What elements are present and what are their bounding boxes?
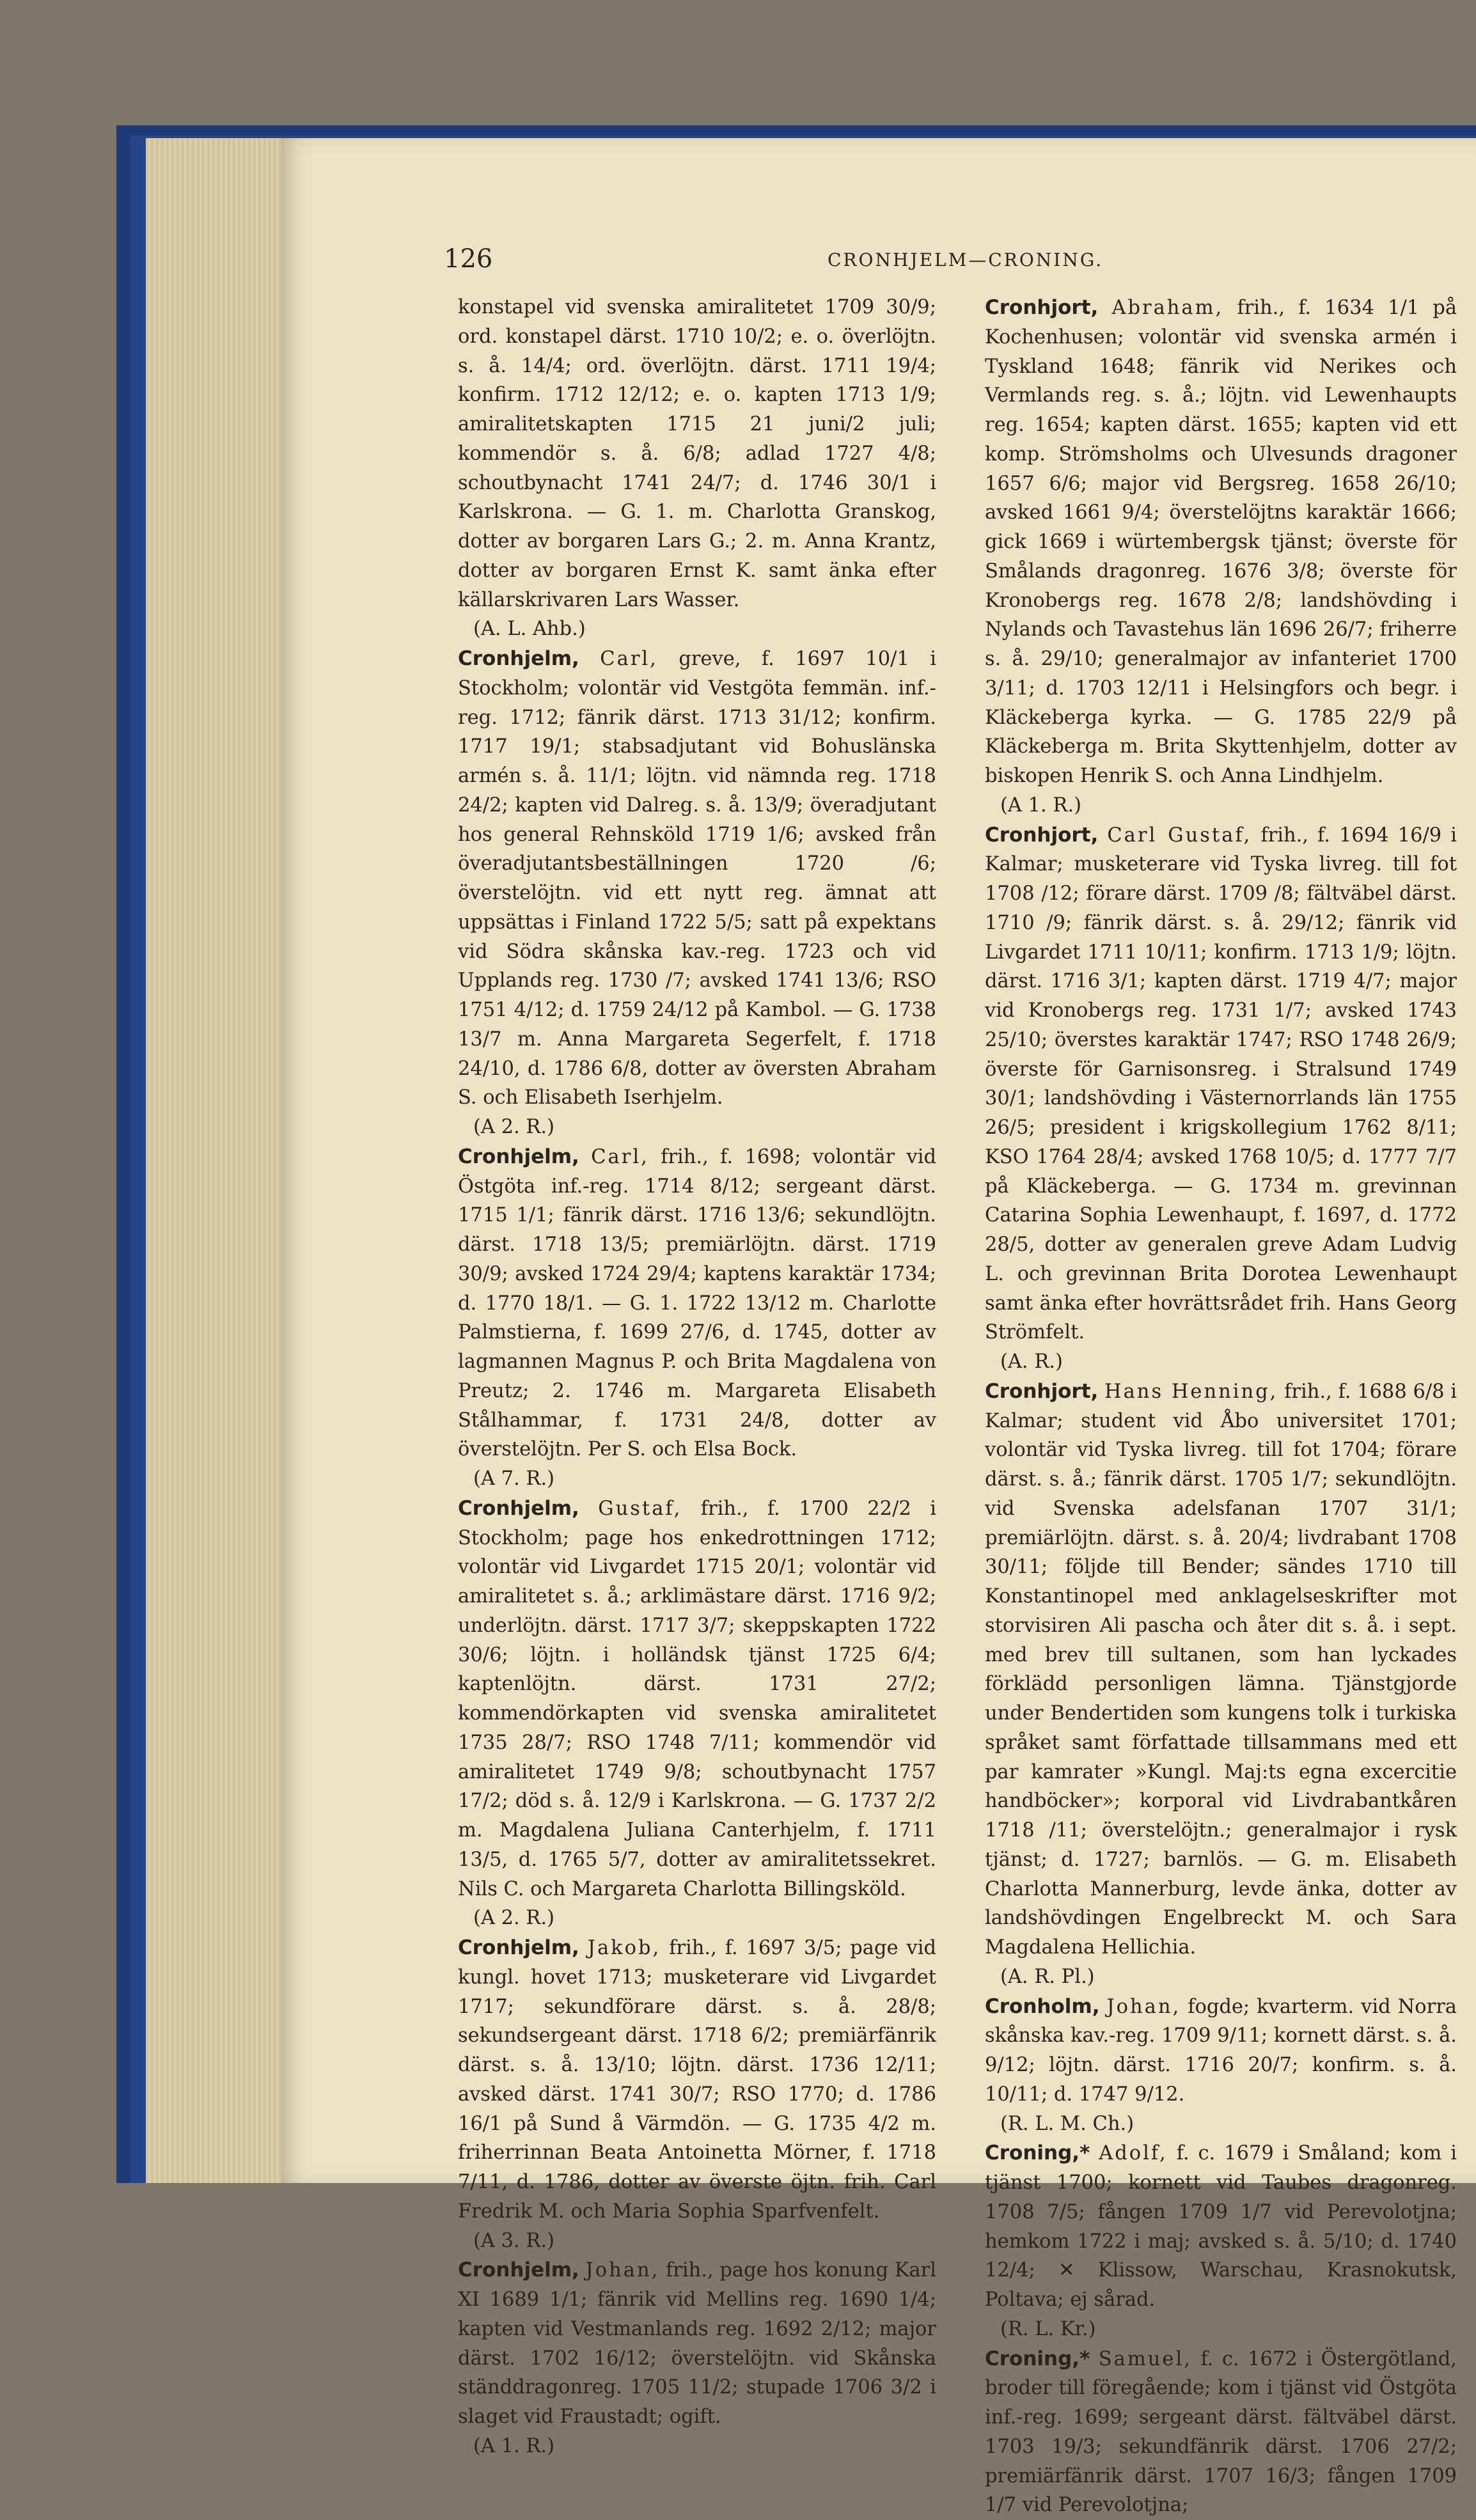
entry-name: Cronhjort,	[985, 1380, 1098, 1403]
right-column	[985, 293, 1476, 2520]
entry-given-name: Adolf,	[1099, 2142, 1168, 2164]
entry-text: frih., f. 1698; volontär vid Östgöta inf.-reg. 1714 8/12; sergeant därst. 1715 1/1; fänrik därst. 1716 13/6; sekundlöjtn. därst. 1718 13/5; premiärlöjtn. därst. 1719 30/9; avsked 1724 29/4; kaptens karaktär 1734; d. 1770 18/1. — G. 1. 1722 13/12 m. Charlotte Palmstierna, f. 1699 27/6, d. 1745, dotter av lagmannen Magnus P. och Brita Magdalena von Preutz; 2. 1746 m. Margareta Elisabeth Stålhammar, f. 1731 24/8, dotter av överstelöjtn. Per S. och Elsa Bock.	[458, 1146, 936, 1461]
entry-given-name: Hans Henning,	[1104, 1381, 1278, 1403]
entry	[985, 1377, 1457, 1962]
entry-source: (A. R.)	[1000, 1347, 1476, 1377]
entry-source: (R. L. M. Ch.)	[1000, 2109, 1476, 2139]
entry-source: (A. L. Ahb.)	[473, 614, 936, 644]
entry	[458, 2255, 936, 2432]
entry	[458, 293, 936, 614]
entry-text: konstapel vid svenska amiralitetet 1709 30/9; ord. konstapel därst. 1710 10/2; e. o. överlöjtn. s. å. 14/4; ord. överlöjtn. därst. 1711 19/4; konfirm. 1712 12/12; e. o. kapten 1713 1/9; amiralitetskapten 1715 21 juni/2 juli; kommendör s. å. 6/8; adlad 1727 4/8; schoutbynacht 1741 24/7; d. 1746 30/1 i Karlskrona. — G. 1. m. Charlotta Granskog, dotter av borgaren Lars G.; 2. m. Anna Krantz, dotter av borgaren Ernst K. samt änka efter källarskrivaren Lars Wasser.	[458, 296, 936, 611]
page-header	[0, 244, 1476, 276]
entry	[458, 1933, 936, 2227]
entry-given-name: Johan,	[1106, 1996, 1181, 2018]
entry	[458, 1494, 936, 1904]
entry-source: (A. R. Pl.)	[1000, 1962, 1476, 1992]
entry-text: frih., f. 1694 16/9 i Kalmar; musketerare vid Tyska livreg. till fot 1708 /12; förare därst. 1709 /8; fältväbel därst. 1710 /9; fänrik därst. s. å. 29/12; fänrik vid Livgardet 1711 10/11; konfirm. 1713 1/9; löjtn. därst. 1716 3/1; kapten därst. 1719 4/7; major vid Kronobergs reg. 1731 1/7; avsked 1743 25/10; överstes karaktär 1747; RSO 1748 26/9; överste för Garnisonsreg. i Stralsund 1749 30/1; landshövding i Västernorrlands län 1755 26/5; president i krigskollegium 1762 8/11; KSO 1764 28/4; avsked 1768 10/5; d. 1777 7/7 på Kläckeberga. — G. 1734 m. grevinnan Catarina Sophia Lewenhaupt, f. 1697, d. 1772 28/5, dotter av generalen greve Adam Ludvig L. och grevinnan Brita Dorotea Lewenhaupt samt änka efter hovrättsrådet frih. Hans Georg Strömfelt.	[985, 824, 1457, 1344]
entry-given-name: Samuel,	[1099, 2348, 1192, 2370]
entry-text: f. c. 1672 i Östergötland, broder till föregående; kom i tjänst vid Östgöta inf.-reg. 1699; sergeant därst. fältväbel därst. 1703 19/3; sekundfänrik därst. 1706 27/2; premiärfänrik därst. 1707 16/3; fången 1709 1/7 vid Perevolotjna;	[985, 2348, 1457, 2517]
entry-source: (A 7. R.)	[473, 1464, 936, 1494]
running-head: CRONHJELM—CRONING.	[828, 249, 1103, 270]
entry-text: f. c. 1679 i Småland; kom i tjänst 1700; kornett vid Taubes dragonreg. 1708 7/5; fången 1709 1/7 vid Perevolotjna; hemkom 1722 i maj; avsked s. å. 5/10; d. 1740 12/4; ✕ Klissow, Warschau, Krasnokutsk, Poltava; ej sårad.	[985, 2142, 1457, 2311]
entry-name: Cronhjelm,	[458, 1936, 579, 1959]
entry-given-name: Johan,	[586, 2259, 660, 2281]
page-number: 126	[444, 244, 492, 274]
entry-given-name: Carl,	[600, 648, 658, 670]
entry-name: Cronhjelm,	[458, 2258, 579, 2281]
entry-given-name: Gustaf,	[598, 1498, 682, 1520]
entry	[985, 293, 1457, 791]
entry-source: (A 2. R.)	[473, 1113, 936, 1142]
entry-source: (A 3. R.)	[473, 2227, 936, 2256]
entry-text: frih., f. 1700 22/2 i Stockholm; page hos enkedrottningen 1712; volontär vid Livgardet 1715 20/1; volontär vid amiralitetet s. å.; arklimästare därst. 1716 9/2; underlöjtn. därst. 1717 3/7; skeppskapten 1722 30/6; löjtn. i holländsk tjänst 1725 6/4; kaptenlöjtn. därst. 1731 27/2; kommendörkapten vid svenska amiralitetet 1735 28/7; RSO 1748 7/11; kommendör vid amiralitetet 1749 9/8; schoutbynacht 1757 17/2; död s. å. 12/9 i Karlskrona. — G. 1737 2/2 m. Magdalena Juliana Canterhjelm, f. 1711 13/5, d. 1765 5/7, dotter av amiralitetssekret. Nils C. och Margareta Charlotta Billingsköld.	[458, 1498, 936, 1900]
entry-text: frih., f. 1688 6/8 i Kalmar; student vid Åbo universitet 1701; volontär vid Tyska livreg. till fot 1704; förare därst. s. å.; fänrik därst. 1705 1/7; sekundlöjtn. vid Svenska adelsfanan 1707 31/1; premiärlöjtn. därst. s. å. 20/4; livdrabant 1708 30/11; följde till Bender; sändes 1710 till Konstantinopel med anklagelseskrifter mot storvisiren Ali pascha och åter dit s. å. i sept. med brev till sultanen, som han lyckades förklädd personligen lämna. Tjänstgjorde under Bendertiden som kungens tolk i turkiska språket samt författade tillsammans med ett par kamrater »Kungl. Maj:ts egna excercitie handböcker»; korporal vid Livdrabantkåren 1718 /11; överstelöjtn.; generalmajor i rysk tjänst; d. 1727; barnlös. — G. m. Elisabeth Charlotta Mannerburg, levde änka, dotter av landshövdingen Engelbreckt M. och Sara Magdalena Hellichia.	[985, 1381, 1457, 1959]
entry-name: Croning,*	[985, 2141, 1090, 2164]
entry-text: greve, f. 1697 10/1 i Stockholm; volontär vid Vestgöta femmän. inf.-reg. 1712; fänrik därst. 1713 31/12; konfirm. 1717 19/1; stabsadjutant vid Bohuslänska armén s. å. 11/1; löjtn. vid nämnda reg. 1718 24/2; kapten vid Dalreg. s. å. 13/9; överadjutant hos general Rehnsköld 1719 1/6; avsked från överadjutantsbeställningen 1720 /6; överstelöjtn. vid ett nytt reg. ämnat att uppsättas i Finland 1722 5/5; satt på expektans vid Södra skånska kav.-reg. 1723 och vid Upplands reg. 1730 /7; avsked 1741 13/6; RSO 1751 4/12; d. 1759 24/12 på Kambol. — G. 1738 13/7 m. Anna Margareta Segerfelt, f. 1718 24/10, d. 1786 6/8, dotter av översten Abraham S. och Elisabeth Iserhjelm.	[458, 648, 936, 1109]
left-column	[458, 293, 936, 2461]
entry-source: (A 2. R.)	[473, 1904, 936, 1933]
entry-text: frih., f. 1634 1/1 på Kochenhusen; volontär vid svenska armén i Tyskland 1648; fänrik vid Nerikes och Vermlands reg. s. å.; löjtn. vid Lewenhaupts reg. 1654; kapten därst. 1655; kapten vid ett komp. Strömsholms och Ulvesunds dragoner 1657 6/6; major vid Bergsreg. 1658 26/10; avsked 1661 9/4; överstelöjtns karaktär 1666; gick 1669 i würtembergsk tjänst; överste för Smålands dragonreg. 1676 3/8; överste för Kronobergs reg. 1678 2/8; landshövding i Nylands och Tavastehus län 1696 26/7; friherre s. å. 29/10; generalmajor av infanteriet 1700 3/11; d. 1703 12/11 i Helsingfors och begr. i Kläckeberga kyrka. — G. 1785 22/9 på Kläckeberga m. Brita Skyttenhjelm, dotter av biskopen Henrik S. och Anna Lindhjelm.	[985, 297, 1457, 787]
entry	[985, 1992, 1457, 2109]
entry-name: Cronhjelm,	[458, 1497, 579, 1520]
entry-name: Cronhjelm,	[458, 1145, 579, 1168]
entry	[458, 1142, 936, 1464]
entry-name: Cronholm,	[985, 1995, 1099, 2018]
entry-text: frih., f. 1697 3/5; page vid kungl. hovet 1713; musketerare vid Livgardet 1717; sekundförare därst. s. å. 28/8; sekundsergeant därst. 1718 6/2; premiärfänrik därst. s. å. 13/10; löjtn. därst. 1736 12/11; avsked därst. 1741 30/7; RSO 1770; d. 1786 16/1 på Sund å Värmdön. — G. 1735 4/2 m. friherrinnan Beata Antoinetta Mörner, f. 1718 7/11, d. 1786, dotter av överste öjtn. frih. Carl Fredrik M. och Maria Sophia Sparfvenfelt.	[458, 1937, 936, 2223]
entry-given-name: Carl,	[591, 1146, 649, 1168]
entry-name: Cronhjort,	[985, 296, 1098, 319]
page-edges	[146, 138, 285, 2183]
entry-name: Cronhjort,	[985, 824, 1098, 847]
entry-given-name: Abraham,	[1111, 297, 1223, 319]
entry-text: fogde; kvarterm. vid Norra skånska kav.-reg. 1709 9/11; kornett därst. s. å. 9/12; löjtn. därst. 1716 20/7; konfirm. s. å. 10/11; d. 1747 9/12.	[985, 1996, 1457, 2106]
entry-source: (R. L. Kr.)	[1000, 2315, 1476, 2344]
entry-source: (A 1. R.)	[1000, 791, 1476, 820]
entry-source: (A 1. R.)	[473, 2432, 936, 2461]
entry-name: Croning,*	[985, 2347, 1090, 2370]
entry	[985, 2344, 1457, 2520]
entry	[458, 644, 936, 1113]
entry-given-name: Carl Gustaf,	[1107, 824, 1252, 847]
entry-text: frih., page hos konung Karl XI 1689 1/1; fänrik vid Mellins reg. 1690 1/4; kapten vid Vestmanlands reg. 1692 2/12; major därst. 1702 16/12; överstelöjtn. vid Skånska ständdragonreg. 1705 11/2; stupade 1706 3/2 i slaget vid Fraustadt; ogift.	[458, 2259, 936, 2428]
entry	[985, 2138, 1457, 2315]
entry-given-name: Jakob,	[588, 1937, 661, 1959]
entry	[985, 820, 1457, 1348]
entry-name: Cronhjelm,	[458, 647, 579, 670]
